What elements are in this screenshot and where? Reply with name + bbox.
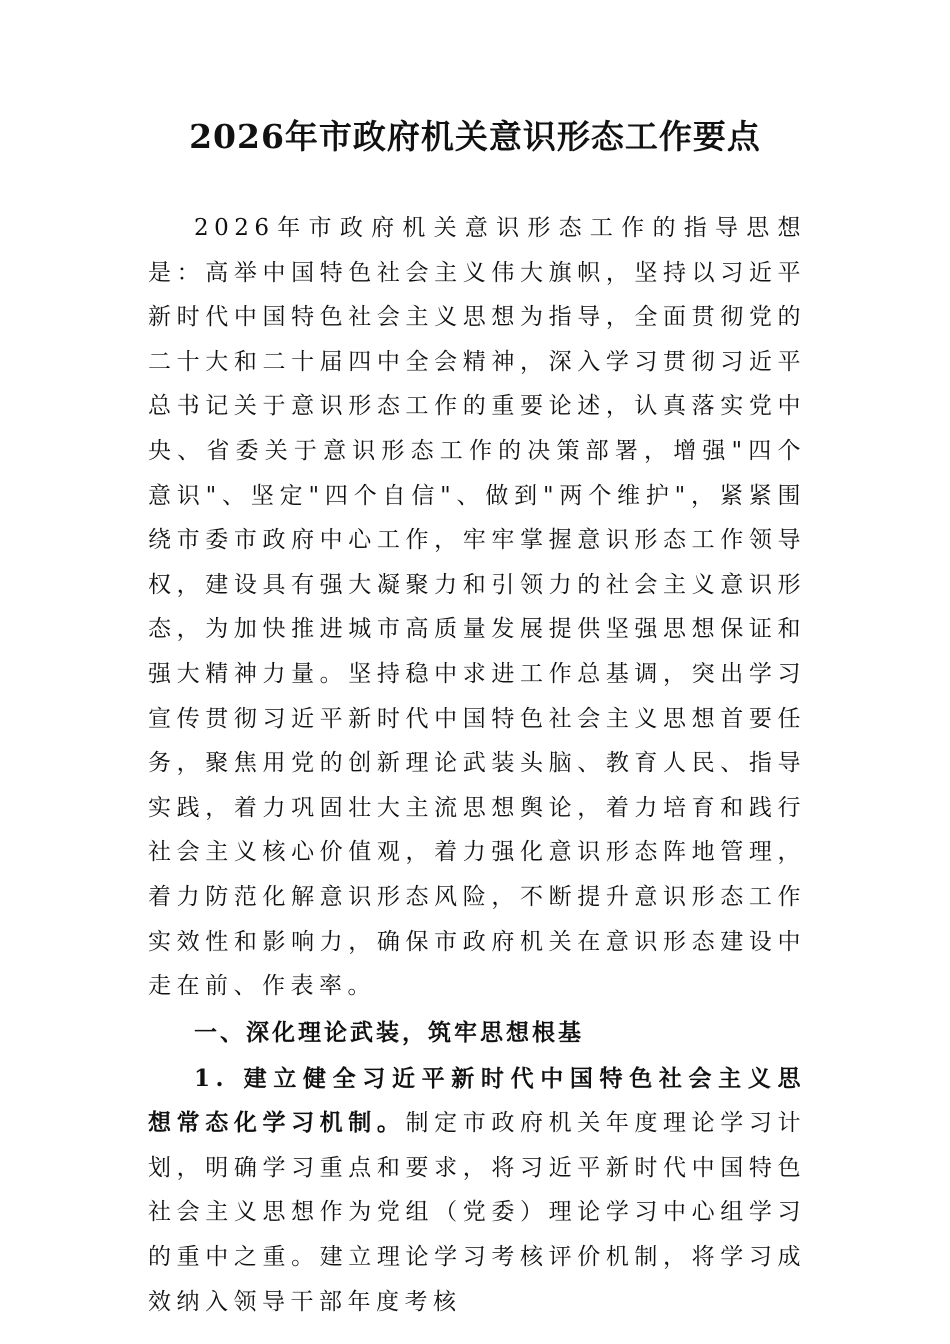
item-lead: 1. 建立健全习近平新时代中国特色社会主义思想常态化学习机制。 <box>148 1064 806 1137</box>
item-text: 制定市政府机关年度理论学习计划，明确学习重点和要求，将习近平新时代中国特色社会主义思想作为党组（党委）理论学习中心组学习的重中之重。建立理论学习考核评价机制，将学习成效纳入领导干部年度考核 <box>148 1110 807 1315</box>
document-body <box>148 206 806 1324</box>
list-item <box>148 1057 806 1325</box>
intro-paragraph: 2026年市政府机关意识形态工作的指导思想是：高举中国特色社会主义伟大旗帜，坚持以习近平新时代中国特色社会主义思想为指导，全面贯彻党的二十大和二十届四中全会精神，深入学习贯彻习近平总书记关于意识形态工作的重要论述，认真落实党中央、省委关于意识形态工作的决策部署，增强"四个意识"、坚定"四个自信"、做到"两个维护"，紧紧围绕市委市政府中心工作，牢牢掌握意识形态工作领导权，建设具有强大凝聚力和引领力的社会主义意识形态，为加快推进城市高质量发展提供坚强思想保证和强大精神力量。坚持稳中求进工作总基调，突出学习宣传贯彻习近平新时代中国特色社会主义思想首要任务，聚焦用党的创新理论武装头脑、教育人民、指导实践，着力巩固壮大主流思想舆论，着力培育和践行社会主义核心价值观，着力强化意识形态阵地管理，着力防范化解意识形态风险，不断提升意识形态工作实效性和影响力，确保市政府机关在意识形态建设中走在前、作表率。 <box>148 215 806 1000</box>
section-heading: 一、深化理论武装，筑牢思想根基 <box>194 1019 584 1046</box>
document-title: 2026年市政府机关意识形态工作要点 <box>189 117 761 156</box>
